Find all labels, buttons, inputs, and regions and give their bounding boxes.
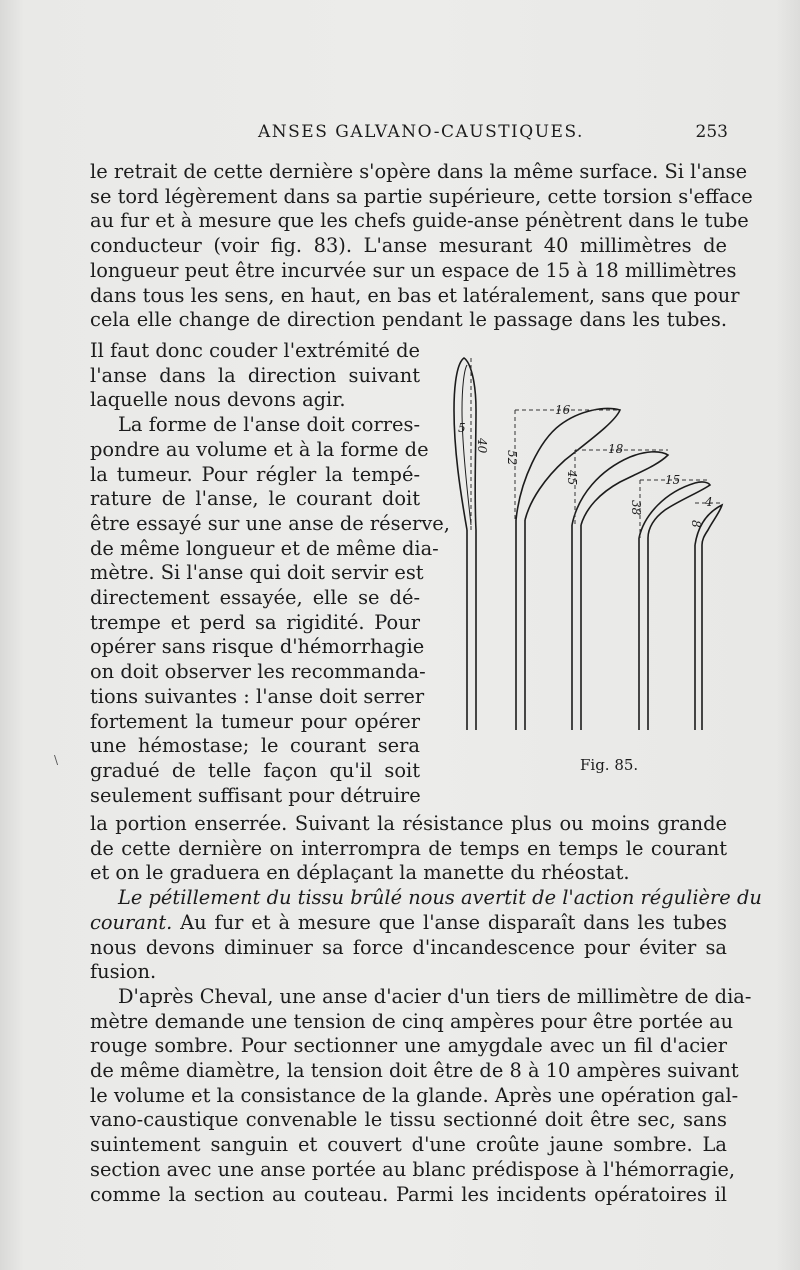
dimension-labels [458, 403, 713, 528]
text-line: section avec une anse portée au blanc prédispose à l'hémorragie, [90, 1157, 736, 1181]
dim-label: 18 [608, 442, 624, 456]
page-number: 253 [695, 122, 728, 142]
text-line: mètre demande une tension de cinq ampères pour être portée au [90, 1009, 734, 1033]
loop-illustration [440, 340, 740, 780]
text-line: vano-caustique convenable le tissu sectionné doit être sec, sans [90, 1108, 727, 1132]
loop-tube-2 [516, 409, 620, 730]
running-title: ANSES GALVANO-CAUSTIQUES. [258, 122, 584, 142]
text-line: rature de l'anse, le courant doit [90, 487, 420, 511]
text-line: trempe et perd sa rigidité. Pour [90, 610, 420, 634]
text-line: la portion enserrée. Suivant la résistance plus ou moins grande [90, 812, 727, 835]
text-line: conducteur (voir fig. 83). L'anse mesurant 40 millimètres de [90, 234, 727, 258]
italic-text: Le pétillement du tissu brûlé nous avertit de l'action régulière du [118, 886, 762, 910]
text-line: être essayé sur une anse de réserve, [90, 511, 450, 535]
text-line: fusion. [90, 960, 157, 984]
paragraph-1 [90, 160, 753, 333]
text-line: directement essayée, elle se dé- [90, 586, 420, 610]
text-line: la tumeur. Pour régler la tempé- [90, 462, 420, 486]
text-line: laquelle nous devons agir. [90, 388, 346, 412]
dimension-lines [471, 358, 723, 538]
text-line: gradué de telle façon qu'il soit [90, 758, 420, 782]
loop-tube-5 [695, 505, 722, 730]
dim-label: 15 [665, 473, 681, 487]
text-line: dans tous les sens, en haut, en bas et latéralement, sans que pour [90, 283, 740, 307]
text-line: nous devons diminuer sa force d'incandescence pour éviter sa [90, 935, 727, 959]
figure-caption: Fig. 85. [580, 756, 639, 774]
text-line: Il faut donc couder l'extrémité de [90, 339, 420, 362]
loop-tube-1 [454, 358, 476, 730]
text-line: une hémostase; le courant sera [90, 734, 420, 758]
text-line: le retrait de cette dernière s'opère dans la même surface. Si l'anse [90, 160, 748, 183]
text-line: pondre au volume et à la forme de [90, 437, 429, 461]
page-header [90, 122, 730, 146]
text-run: Au fur et à mesure que l'anse disparaît dans les tubes [172, 910, 727, 934]
text-line: cela elle change de direction pendant le passage dans les tubes. [90, 308, 727, 332]
text-line: tions suivantes : l'anse doit serrer [90, 684, 425, 708]
text-line: La forme de l'anse doit corres- [118, 413, 420, 437]
paragraph-3-continued [90, 812, 762, 1207]
dim-label: 4 [705, 495, 713, 509]
dim-label: 38 [629, 500, 643, 516]
italic-text: courant. [90, 910, 173, 934]
text-line [90, 886, 762, 911]
text-line: seulement suffisant pour détruire [90, 783, 421, 807]
text-line: suintement sanguin et couvert d'une croûte jaune sombre. La [90, 1133, 727, 1157]
text-line: le volume et la consistance de la glande. Après une opération gal- [90, 1083, 739, 1107]
text-line [90, 911, 727, 936]
text-line: rouge sombre. Pour sectionner une amygdale avec un fil d'acier [90, 1034, 727, 1058]
text-line: mètre. Si l'anse qui doit servir est [90, 561, 424, 585]
dim-label: 40 [475, 438, 489, 454]
dim-label: 16 [555, 403, 571, 417]
text-line: de même diamètre, la tension doit être de 8 à 10 ampères suivant [90, 1059, 739, 1083]
paragraph-2-and-3 [90, 339, 450, 808]
loop-tube-3 [572, 452, 668, 730]
dim-label: 45 [565, 470, 579, 486]
text-line: longueur peut être incurvée sur un espace de 15 à 18 millimètres [90, 258, 737, 282]
dim-label: 52 [505, 450, 519, 466]
dim-label: 8 [689, 520, 703, 528]
text-line: l'anse dans la direction suivant [90, 363, 420, 387]
text-line: fortement la tumeur pour opérer [90, 709, 420, 733]
dim-label: 5 [458, 421, 466, 435]
text-line: se tord légèrement dans sa partie supérieure, cette torsion s'efface [90, 184, 753, 208]
text-line: au fur et à mesure que les chefs guide-anse pénètrent dans le tube [90, 209, 749, 233]
text-line: opérer sans risque d'hémorrhagie [90, 635, 425, 659]
text-line: de même longueur et de même dia- [90, 536, 439, 560]
margin-mark: \ [54, 753, 59, 767]
text-line: on doit observer les recommanda- [90, 660, 426, 684]
text-line: D'après Cheval, une anse d'acier d'un tiers de millimètre de dia- [118, 984, 752, 1008]
text-line: de cette dernière on interrompra de temps en temps le courant [90, 836, 727, 860]
text-line: et on le graduera en déplaçant la manette du rhéostat. [90, 861, 630, 885]
text-line: comme la section au couteau. Parmi les incidents opératoires il [90, 1182, 727, 1206]
figure-85-galvano-caustic-loops [440, 340, 740, 780]
